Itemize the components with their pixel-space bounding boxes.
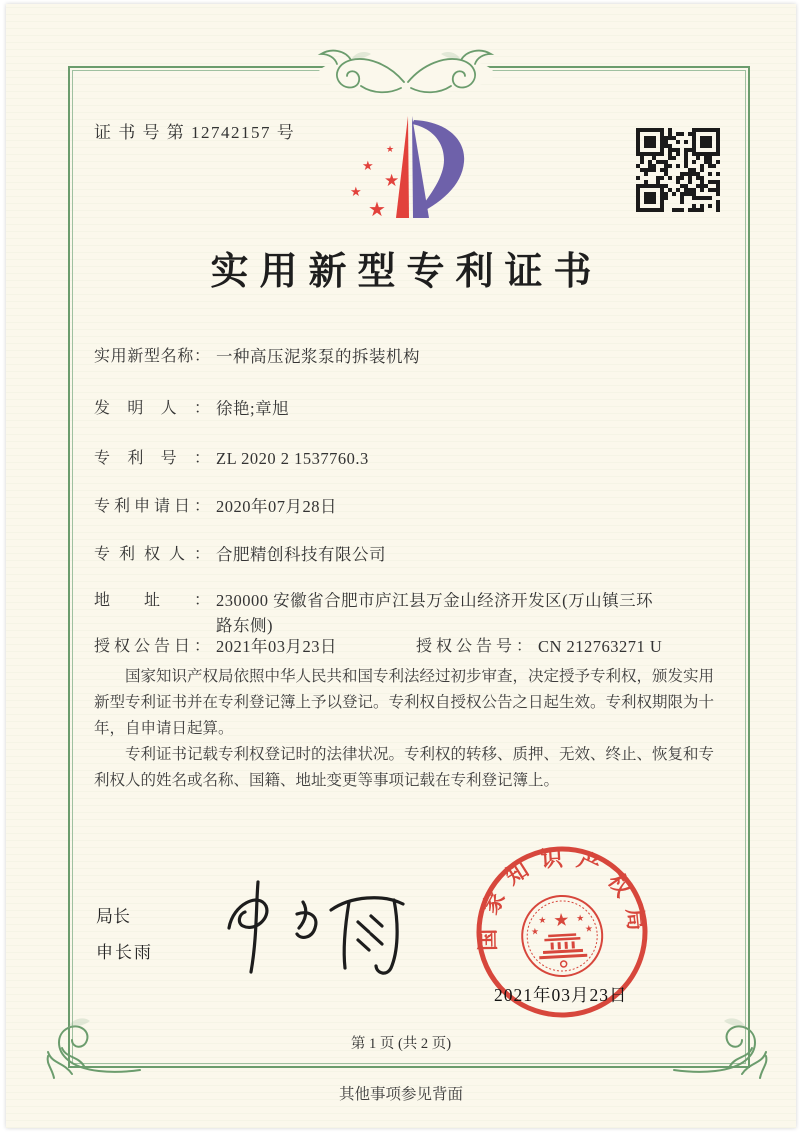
cnipa-logo-icon [342, 114, 482, 226]
legal-paragraph: 国家知识产权局依照中华人民共和国专利法经过初步审查，决定授予专利权，颁发实用新型专利证书并在专利登记簿上予以登记。专利权自授权公告之日起生效。专利权期限为十年，自申请日起算。 [94, 668, 715, 737]
field-row-application-date [94, 494, 734, 519]
commissioner-title: 局长 [96, 907, 130, 926]
field-row-inventor [94, 396, 734, 421]
svg-text:★: ★ [576, 913, 585, 925]
field-label: 授权公告日 ： [94, 634, 210, 659]
field-label: 专利权人 ： [94, 542, 210, 567]
svg-text:★: ★ [368, 197, 386, 221]
field-value: ZL 2020 2 1537760.3 [216, 449, 369, 468]
field-value: 230000 安徽省合肥市庐江县万金山经济开发区(万山镇三环路东侧) [216, 591, 654, 635]
field-value: 2021年03月23日 [216, 637, 337, 656]
field-row-patentee [94, 542, 734, 567]
field-label: 专利申请日 ： [94, 494, 210, 519]
national-emblem-icon [520, 894, 604, 978]
seal-agency-text: 国家知识产权局 [474, 844, 651, 952]
svg-text:★: ★ [362, 159, 374, 174]
back-side-note: 其他事项参见背面 [338, 1086, 463, 1103]
field-label: 发明人 ： [94, 396, 210, 421]
top-scroll-ornament-icon [301, 42, 511, 106]
svg-text:★: ★ [538, 915, 547, 927]
field-value: 徐艳;章旭 [216, 399, 290, 418]
svg-text:★: ★ [584, 924, 594, 935]
page-indicator: 第 1 页 (共 2 页) [350, 1036, 452, 1052]
legal-text-block [94, 664, 724, 794]
field-row-address [94, 588, 734, 638]
certificate-number: 证 书 号 第 12742157 号 [94, 123, 296, 142]
field-label: 实用新型名称 ： [94, 344, 210, 369]
field-row-patent-number [94, 446, 734, 471]
field-label: 专利号 ： [94, 446, 210, 471]
field-value: 合肥精创科技有限公司 [216, 545, 386, 564]
qr-code [636, 128, 720, 212]
svg-text:★: ★ [530, 927, 540, 938]
field-value: CN 212763271 U [538, 637, 663, 656]
handwritten-signature [211, 876, 421, 981]
field-row-utility-model-name [94, 344, 734, 369]
commissioner-name: 申长雨 [96, 943, 153, 962]
svg-text:★: ★ [350, 185, 362, 200]
page-title: 实用新型专利证书 [210, 251, 603, 293]
field-label: 地址 ： [94, 588, 210, 613]
svg-text:★: ★ [384, 171, 400, 191]
field-value: 2020年07月28日 [216, 497, 337, 516]
field-label: 授权公告号 ： [416, 634, 532, 659]
certificate-sheet [6, 4, 796, 1128]
field-value: 一种高压泥浆泵的拆装机构 [216, 347, 420, 366]
svg-text:★: ★ [386, 145, 395, 155]
legal-paragraph: 专利证书记载专利权登记时的法律状况。专利权的转移、质押、无效、终止、恢复和专利权人的姓名或名称、国籍、地址变更等事项记载在专利登记簿上。 [94, 746, 715, 789]
svg-text:★: ★ [552, 909, 571, 932]
seal-date: 2021年03月23日 [494, 985, 628, 1005]
field-row-grant-number [416, 634, 662, 659]
